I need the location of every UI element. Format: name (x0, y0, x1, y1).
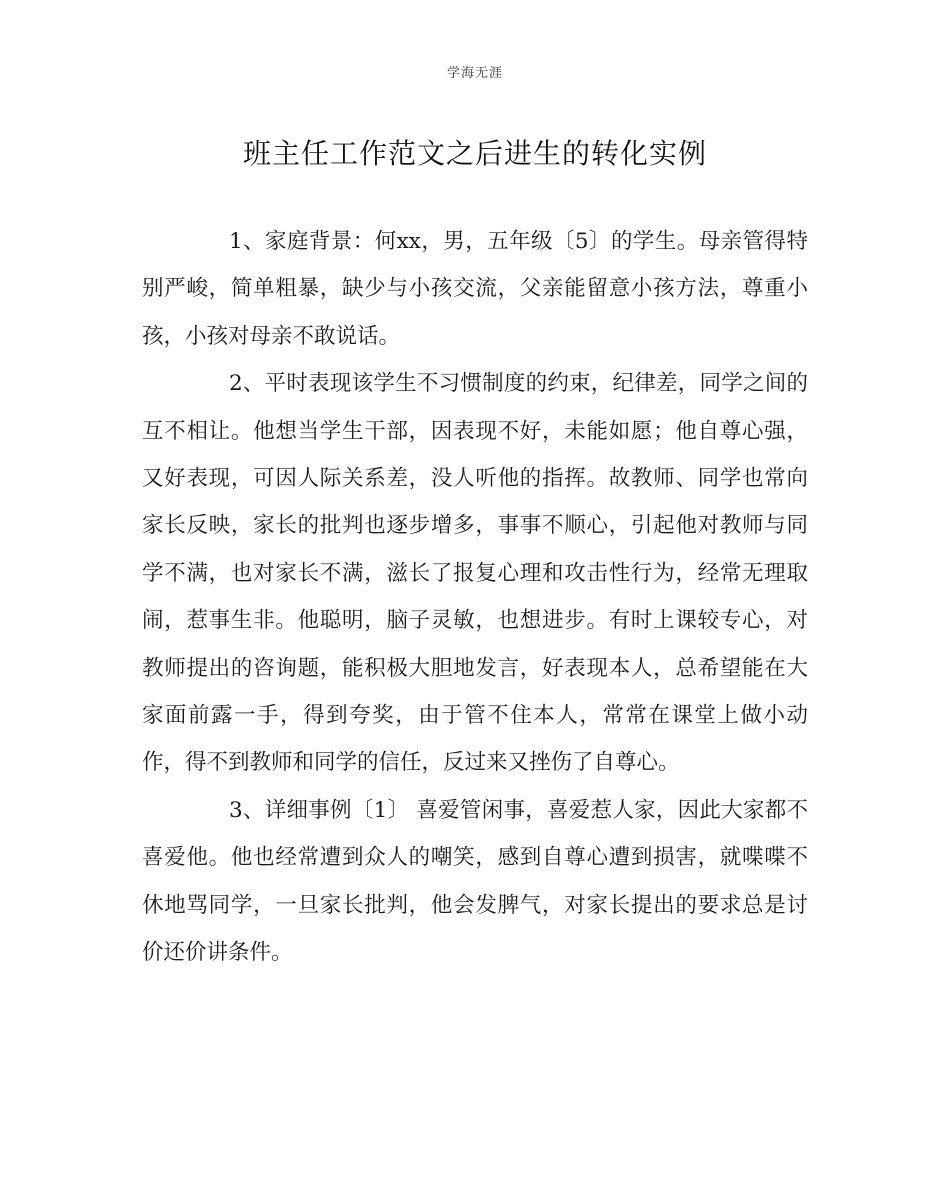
paragraph-family-background: 1、家庭背景：何xx，男，五年级〔5〕的学生。母亲管得特别严峻，简单粗暴，缺少与小孩交流，父亲能留意小孩方法，尊重小孩，小孩对母亲不敢说话。 (142, 229, 808, 349)
document-title: 班主任工作范文之后进生的转化实例 (242, 137, 707, 170)
document-body (142, 218, 808, 977)
paragraph-daily-behavior: 2、平时表现该学生不习惯制度的约束，纪律差，同学之间的互不相让。他想当学生干部，因表现不好，未能如愿；他自尊心强，又好表现，可因人际关系差，没人听他的指挥。故教师、同学也常向家长反映，家长的批判也逐步增多，事事不顺心，引起他对教师与同学不满，也对家长不满，滋长了报复心理和攻击性行为，经常无理取闹，惹事生非。他聪明，脑子灵敏，也想进步。有时上课较专心，对教师提出的咨询题，能积极大胆地发言，好表现本人，总希望能在大家面前露一手，得到夸奖，由于管不住本人，常常在课堂上做小动作，得不到教师和同学的信任，反过来又挫伤了自尊心。 (142, 371, 808, 776)
page-header: 学海无涯 (446, 66, 503, 81)
paragraph-specific-example: 3、详细事例〔1〕 喜爱管闲事，喜爱惹人家，因此大家都不喜爱他。他也经常遭到众人的嘲笑，感到自尊心遭到损害，就喋喋不休地骂同学，一旦家长批判，他会发脾气，对家长提出的要求总是讨价还价讲条件。 (142, 797, 808, 966)
